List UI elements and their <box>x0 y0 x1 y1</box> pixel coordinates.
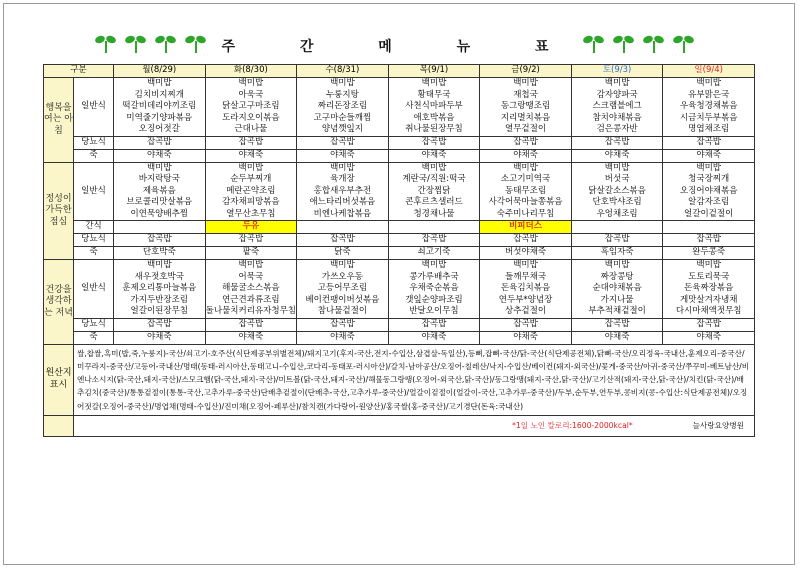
origin-row <box>44 344 755 415</box>
menu-item: 순두부찌개 <box>230 174 272 184</box>
meal-category-label: 건강을 생각하는 저녁 <box>44 260 74 345</box>
menu-item: 백미밥 <box>238 162 264 173</box>
menu-item: 연근견과류조림 <box>222 294 280 305</box>
lunch-porridge-row <box>44 247 755 260</box>
diabetic-cell: 잡곡밥 <box>480 234 572 247</box>
header-day: 월(8/29) <box>114 65 206 78</box>
menu-cell <box>205 260 297 319</box>
porridge-cell: 야채죽 <box>205 331 297 344</box>
menu-item: 돌나물치커리유자청무침 <box>205 306 296 316</box>
diabetic-cell: 잡곡밥 <box>571 136 663 149</box>
menu-item: 백미밥 <box>238 78 264 88</box>
diabetic-cell: 잡곡밥 <box>114 136 206 149</box>
origin-label: 원산지 표시 <box>44 344 74 415</box>
menu-item: 백미밥 <box>513 162 538 173</box>
porridge-cell: 단호박죽 <box>114 247 206 260</box>
porridge-cell: 야채죽 <box>297 149 389 162</box>
menu-item: 사천식마파두부 <box>405 101 463 111</box>
header-day: 화(8/30) <box>205 65 297 78</box>
menu-item: 육개장 <box>330 174 355 184</box>
menu-item: 훈제오리통마늘볶음 <box>122 283 197 293</box>
diabetic-cell: 잡곡밥 <box>297 136 389 149</box>
weekly-menu-table <box>43 64 755 437</box>
menu-item: 우채죽순볶음 <box>409 283 459 293</box>
porridge-cell: 야채죽 <box>480 149 572 162</box>
row-type-label: 일반식 <box>74 78 114 137</box>
snack-cell <box>571 221 663 234</box>
menu-item: 반달오이무침 <box>409 306 459 316</box>
menu-item: 백미밥 <box>421 162 447 173</box>
menu-item: 어묵국 <box>238 271 264 282</box>
menu-cell <box>571 78 663 137</box>
porridge-cell: 야채죽 <box>571 331 663 344</box>
diabetic-cell: 잡곡밥 <box>297 234 389 247</box>
menu-item: 애호박볶음 <box>413 112 455 123</box>
menu-item: 오징어젓갈 <box>138 124 180 134</box>
porridge-cell: 완두콩죽 <box>663 247 755 260</box>
menu-item: 들깨무채국 <box>505 271 547 282</box>
row-type-label: 당뇨식 <box>74 136 114 149</box>
menu-item: 청경채나물 <box>413 208 455 219</box>
porridge-cell: 야채죽 <box>663 149 755 162</box>
diabetic-cell: 잡곡밥 <box>663 318 755 331</box>
menu-item: 백미밥 <box>604 260 630 270</box>
menu-item: 검은콩자반 <box>596 124 638 134</box>
menu-item: 백미밥 <box>421 260 447 270</box>
menu-item: 베이컨팽이버섯볶음 <box>305 294 380 305</box>
menu-cell <box>663 78 755 137</box>
menu-cell <box>663 162 755 221</box>
dinner-diabetic-row <box>44 318 755 331</box>
porridge-cell: 야채죽 <box>297 331 389 344</box>
diabetic-cell: 잡곡밥 <box>388 136 480 149</box>
porridge-cell: 야채죽 <box>480 331 572 344</box>
origin-text: 쌀,찹쌀,흑미(밥,죽,누룽지)-국산/쇠고기-호주산(식단제공부위별전체)/돼지고기(후지-국산,전지-수입산,삼겹살-독일산),등뼈,잡뼈-국산/닭-국산(식단제공전체),닭뼈-국산/오리정육-국내산,훈제오리-중국산/미꾸라지-중국산/고등어-국내산/명태(동태-러시아산,동태고니-수입산,코다리-동태포-러시아산)/갈치-남아공산/오징어-칠레산/낙지-수입산/베이컨(돼지-외국산)/꽃게-중국산/아귀-중국산/쭈꾸미-베트남산/비엔나소시지(닭-국산,돼지-국산)/스모크햄(닭-국산,돼지-국산)/미트볼(닭-국산,돼지-국산)/해물동그랑땡(오징어-외국산,닭-국산)/동그랑땡(돼지-국산,닭-국산)/고기산적(돼지-국산,닭-국산)/치킨(닭-국산)/배추김치(중국산)/통통겉절이(통통-국산,고추가루-중국산)단배추겉절이(단배추-국산,고추가루-중국산)/얼갈이겉절이(얼갈이-국산,고추가루-중국산)/두부,순두부,연두부,콩비지(콩-수입산:식단제공전체)/오징어젓갈(오징어-중국산)/명엽채(명태-수입산)/진미채(오징어-페루산)/참치캔(가다랑어-원양산)/홍국쌀(홍-중국산)/고기경단(돈육:국내산) <box>74 344 755 415</box>
snack-cell <box>663 221 755 234</box>
footer-row <box>44 415 755 436</box>
menu-item: 재첩국 <box>513 89 538 100</box>
porridge-cell: 야채죽 <box>114 331 206 344</box>
menu-item: 게맛살겨자냉채 <box>679 294 738 305</box>
lunch-general-row <box>44 162 755 221</box>
menu-item: 양념깻잎지 <box>321 124 363 134</box>
menu-item: 해물굴소스볶음 <box>222 283 280 293</box>
menu-item: 열무겉절이 <box>505 124 547 134</box>
porridge-cell: 야채죽 <box>663 331 755 344</box>
menu-cell <box>205 162 297 221</box>
menu-item: 닭살갈소스볶음 <box>588 185 646 196</box>
diabetic-cell: 잡곡밥 <box>114 234 206 247</box>
menu-cell <box>297 260 389 319</box>
menu-item: 도토리묵국 <box>688 271 730 282</box>
breakfast-general-row <box>44 78 755 137</box>
diabetic-cell: 잡곡밥 <box>388 318 480 331</box>
snack-cell: 비피더스 <box>480 221 572 234</box>
menu-item: 지리멸치볶음 <box>500 112 551 123</box>
row-type-label: 죽 <box>74 149 114 162</box>
calorie-note: *1일 노인 칼로리:1600-2000kcal* <box>512 421 633 431</box>
row-type-label: 죽 <box>74 247 114 260</box>
menu-item: 연두부*양념장 <box>498 294 553 305</box>
porridge-cell: 야채죽 <box>114 149 206 162</box>
menu-item: 비엔나케찹볶음 <box>313 208 372 219</box>
menu-item: 스크램블에그 <box>592 101 642 111</box>
menu-cell <box>114 78 206 137</box>
header-day-saturday: 토(9/3) <box>571 65 663 78</box>
menu-item: 백미밥 <box>696 162 721 173</box>
menu-cell <box>388 78 480 137</box>
menu-item: 참치야채볶음 <box>592 112 642 123</box>
menu-item: 바지락탕국 <box>138 174 180 184</box>
snack-cell <box>114 221 206 234</box>
footer <box>74 415 755 436</box>
lunch-snack-row <box>44 221 755 234</box>
row-type-label: 일반식 <box>74 162 114 221</box>
menu-item: 백미밥 <box>238 260 264 270</box>
menu-item: 백미밥 <box>421 78 447 88</box>
diabetic-cell: 잡곡밥 <box>388 234 480 247</box>
menu-item: 유부맑은국 <box>688 89 730 100</box>
diabetic-cell: 잡곡밥 <box>663 234 755 247</box>
menu-item: 우엉채조림 <box>596 208 638 219</box>
porridge-cell: 쇠고기죽 <box>388 247 480 260</box>
snack-cell <box>297 221 389 234</box>
title-row <box>0 30 800 60</box>
menu-cell <box>663 260 755 319</box>
menu-item: 단호박샤조림 <box>592 197 642 207</box>
menu-item: 근대나물 <box>234 124 268 134</box>
menu-item: 돈육짜장볶음 <box>684 283 734 293</box>
menu-item: 백미밥 <box>513 78 538 88</box>
menu-item: 백미밥 <box>696 260 721 270</box>
diabetic-cell: 잡곡밥 <box>663 136 755 149</box>
menu-item: 백미밥 <box>604 78 630 88</box>
sprout-icon <box>643 36 665 54</box>
dinner-porridge-row <box>44 331 755 344</box>
menu-item: 가쓰오우동 <box>321 271 363 282</box>
menu-item: 알감자조림 <box>688 197 730 207</box>
porridge-cell: 흑임자죽 <box>571 247 663 260</box>
menu-item: 동그랑땡조림 <box>500 101 551 111</box>
menu-item: 감자채피망볶음 <box>222 197 280 207</box>
header-row <box>44 65 755 78</box>
menu-cell <box>388 162 480 221</box>
header-day: 금(9/2) <box>480 65 572 78</box>
menu-item: 명엽채조림 <box>688 124 730 134</box>
menu-cell <box>571 162 663 221</box>
menu-item: 다시마채액젓무침 <box>675 306 742 316</box>
sprout-icon <box>613 36 635 54</box>
menu-item: 갯잎순양파조림 <box>405 294 463 305</box>
porridge-cell: 팥죽 <box>205 247 297 260</box>
menu-cell <box>297 162 389 221</box>
menu-item: 사각어묵마늘쫑볶음 <box>488 197 563 207</box>
menu-item: 동태무조림 <box>505 185 547 196</box>
menu-item: 백미밥 <box>330 260 355 270</box>
diabetic-cell: 잡곡밥 <box>480 136 572 149</box>
diabetic-cell: 잡곡밥 <box>571 234 663 247</box>
menu-item: 상추겉절이 <box>505 306 547 316</box>
menu-item: 백미밥 <box>604 162 630 173</box>
menu-cell <box>114 162 206 221</box>
facility-name: 늘사랑요양병원 <box>692 421 744 431</box>
menu-item: 고구마순들깨찜 <box>313 112 372 123</box>
menu-item: 오징어야채볶음 <box>679 185 738 196</box>
menu-item: 짜장콩탕 <box>600 271 634 282</box>
menu-item: 숙주미나리무침 <box>496 208 555 219</box>
menu-item: 고등어무조림 <box>317 283 368 293</box>
menu-item: 부추적채겉절이 <box>588 306 646 316</box>
menu-item: 백미밥 <box>146 162 172 173</box>
menu-cell <box>297 78 389 137</box>
porridge-cell: 야채죽 <box>571 149 663 162</box>
porridge-cell: 야채죽 <box>388 149 480 162</box>
menu-cell <box>480 260 572 319</box>
menu-item: 가지두반장조림 <box>130 294 189 305</box>
menu-item: 콩가루배추국 <box>409 271 459 282</box>
menu-item: 청국장찌개 <box>688 174 730 184</box>
meal-category-label: 행복을 여는 아침 <box>44 78 74 163</box>
menu-cell <box>114 260 206 319</box>
snack-cell: 두유 <box>205 221 297 234</box>
menu-cell <box>571 260 663 319</box>
sprout-icon <box>673 36 695 54</box>
menu-item: 취나물된장무침 <box>405 124 463 134</box>
diabetic-cell: 잡곡밥 <box>480 318 572 331</box>
menu-item: 새우젓호박국 <box>134 271 184 282</box>
menu-item: 이연묵양배추찜 <box>130 208 189 219</box>
snack-cell <box>388 221 480 234</box>
menu-item: 황태무국 <box>417 89 451 100</box>
menu-item: 아욱국 <box>238 89 264 100</box>
row-type-label: 간식 <box>74 221 114 234</box>
menu-item: 간장찜닭 <box>417 185 451 196</box>
menu-item: 홍합새우부추전 <box>313 185 372 196</box>
header-day-sunday: 일(9/4) <box>663 65 755 78</box>
row-type-label: 죽 <box>74 331 114 344</box>
breakfast-diabetic-row <box>44 136 755 149</box>
menu-item: 백미밥 <box>146 78 172 88</box>
menu-item: 순대야채볶음 <box>592 283 642 293</box>
menu-cell <box>480 162 572 221</box>
menu-cell <box>388 260 480 319</box>
menu-item: 백미밥 <box>696 78 721 88</box>
header-day: 수(8/31) <box>297 65 389 78</box>
menu-item: 짜리돈장조림 <box>317 101 368 111</box>
meal-category-label: 정성이 가득한 점심 <box>44 162 74 260</box>
menu-item: 누룽지탕 <box>325 89 359 100</box>
row-type-label: 일반식 <box>74 260 114 319</box>
menu-item: 소고기미역국 <box>500 174 551 184</box>
menu-item: 참나물겉절이 <box>317 306 368 316</box>
diabetic-cell: 잡곡밥 <box>205 318 297 331</box>
diabetic-cell: 잡곡밥 <box>571 318 663 331</box>
menu-item: 얼갈이된장무침 <box>130 306 189 316</box>
menu-item: 김치비지찌개 <box>134 89 184 100</box>
dinner-general-row <box>44 260 755 319</box>
page-title: 주 간 메 뉴 표 <box>221 39 579 55</box>
porridge-cell: 야채죽 <box>388 331 480 344</box>
lunch-diabetic-row <box>44 234 755 247</box>
menu-item: 시금치두부볶음 <box>679 112 738 123</box>
menu-item: 감자양파국 <box>596 89 638 100</box>
menu-item: 버섯국 <box>604 174 630 184</box>
menu-item: 얼갈이겉절이 <box>684 208 734 219</box>
sprout-decoration-right <box>583 36 695 54</box>
menu-item: 도라지오이볶음 <box>222 112 280 123</box>
diabetic-cell: 잡곡밥 <box>114 318 206 331</box>
diabetic-cell: 잡곡밥 <box>297 318 389 331</box>
menu-item: 미역줄기양파볶음 <box>126 112 193 123</box>
diabetic-cell: 잡곡밥 <box>205 234 297 247</box>
menu-item: 백미밥 <box>330 162 355 173</box>
header-corner: 구분 <box>44 65 114 78</box>
header-day: 목(9/1) <box>388 65 480 78</box>
menu-item: 브로콜리맛살볶음 <box>126 197 193 207</box>
porridge-cell: 야채죽 <box>205 149 297 162</box>
menu-item: 애느타리버섯볶음 <box>309 197 376 207</box>
row-type-label: 당뇨식 <box>74 234 114 247</box>
menu-item: 우육청경채볶음 <box>679 101 738 111</box>
menu-item: 돈육김치볶음 <box>500 283 551 293</box>
menu-item: 콘후르츠샐러드 <box>405 197 463 207</box>
menu-cell <box>205 78 297 137</box>
menu-item: 제육볶음 <box>142 185 176 196</box>
porridge-cell: 닭죽 <box>297 247 389 260</box>
diabetic-cell: 잡곡밥 <box>205 136 297 149</box>
menu-cell <box>480 78 572 137</box>
menu-item: 열무산초무침 <box>226 208 276 219</box>
porridge-cell: 버섯야채죽 <box>480 247 572 260</box>
menu-item: 백미밥 <box>330 78 355 88</box>
sprout-icon <box>583 36 605 54</box>
menu-item: 백미밥 <box>513 260 538 270</box>
breakfast-porridge-row <box>44 149 755 162</box>
menu-item: 가지나물 <box>600 294 634 305</box>
menu-item: 닭살고구마조림 <box>222 101 280 111</box>
menu-item: 계란국/직원:떡국 <box>402 174 466 184</box>
menu-item: 떡갈비데리야끼조림 <box>122 101 197 111</box>
row-type-label: 당뇨식 <box>74 318 114 331</box>
menu-item: 메란곤약조림 <box>226 185 276 196</box>
menu-item: 백미밥 <box>146 260 172 270</box>
